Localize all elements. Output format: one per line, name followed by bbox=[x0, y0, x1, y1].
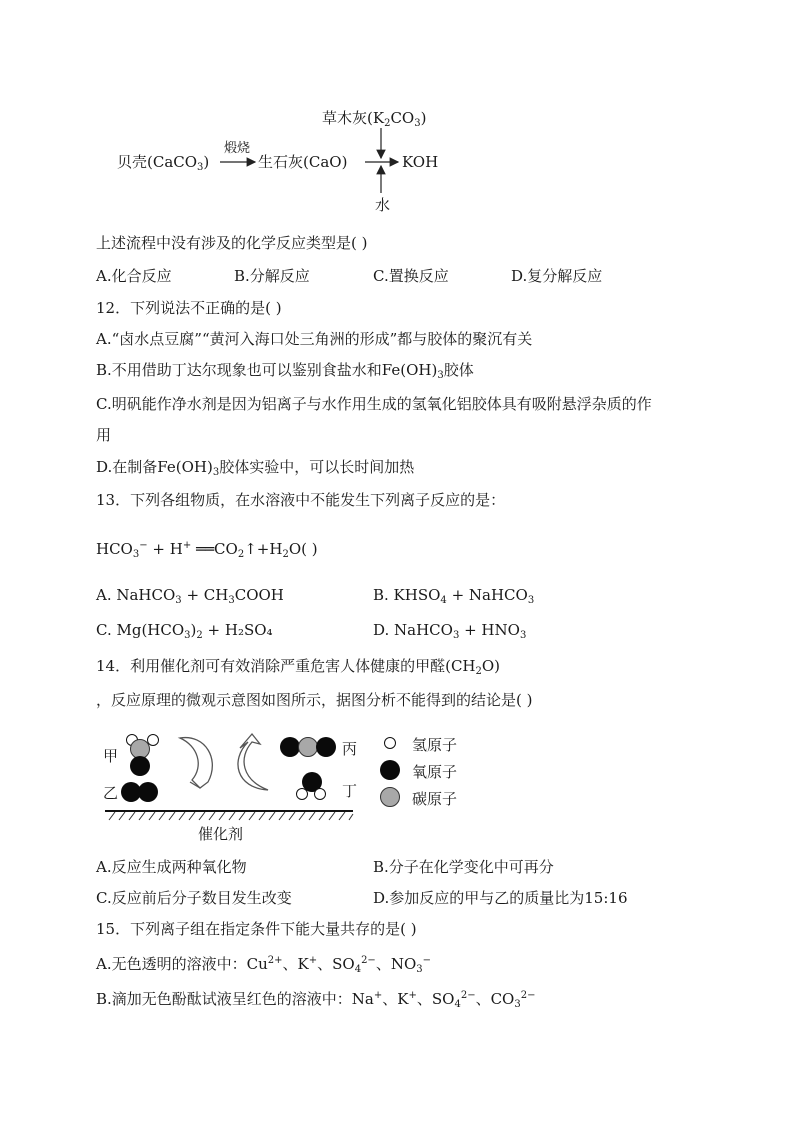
return-curved-arrow bbox=[238, 734, 268, 790]
q15-stem: 15．下列离子组在指定条件下能大量共存的是( ) bbox=[96, 920, 417, 938]
label-catalyst: 催化剂 bbox=[198, 825, 244, 843]
q11-option-a: A.化合反应 bbox=[96, 267, 172, 285]
flow-middle-label: 生石灰(CaO) bbox=[258, 153, 348, 171]
flow-top-label: 草木灰$(K_2CO_3)$ bbox=[322, 109, 427, 129]
q13-option-c: C. $Mg(HCO_3)_2 + H_2SO_4$ bbox=[96, 621, 273, 641]
q12-option-b: B.不用借助丁达尔现象也可以鉴别食盐水和$Fe(OH)_3$胶体 bbox=[96, 361, 474, 381]
q11-option-d: D.复分解反应 bbox=[511, 267, 603, 285]
reaction-arrows bbox=[170, 730, 280, 800]
q15-option-b: B.滴加无色酚酞试液呈红色的溶液中：Na+、K+、$SO_4^{2-}$、$CO_3^{2-}$ bbox=[96, 990, 536, 1010]
legend-o-label: 氧原子 bbox=[412, 763, 458, 781]
label-bing: 丙 bbox=[342, 740, 358, 758]
q14-option-a: A.反应生成两种氧化物 bbox=[96, 858, 247, 876]
q11-option-b: B.分解反应 bbox=[234, 267, 310, 285]
h-atom bbox=[314, 788, 326, 800]
o-atom bbox=[130, 756, 150, 776]
label-yi: 乙 bbox=[103, 784, 119, 802]
q11-option-c: C.置换反应 bbox=[373, 267, 449, 285]
legend-h-label: 氢原子 bbox=[412, 736, 458, 754]
q14-stem-line1: 14．利用催化剂可有效消除严重危害人体健康的甲醛$(CH_2O)$ bbox=[96, 657, 501, 677]
o-atom bbox=[138, 782, 158, 802]
q13-option-b: B. $KHSO_4$ + NaHCO$_3$ bbox=[373, 586, 535, 606]
q11-stem: 上述流程中没有涉及的化学反应类型是( ) bbox=[96, 234, 368, 252]
q13-stem: 13．下列各组物质，在水溶液中不能发生下列离子反应的是： bbox=[96, 491, 506, 509]
flow-product-label: KOH bbox=[402, 153, 439, 171]
q14-stem-line2: ，反应原理的微观示意图如图所示，据图分析不能得到的结论是( ) bbox=[96, 691, 533, 709]
q15-option-a: A.无色透明的溶液中：$Cu^{2+}$、K+、$SO_4^{2-}$、$NO_3^-$ bbox=[96, 955, 432, 975]
flow-start-label: 贝壳(CaCO$_3$) bbox=[117, 153, 210, 173]
q14-option-b: B.分子在化学变化中可再分 bbox=[373, 858, 554, 876]
label-ding: 丁 bbox=[342, 782, 358, 800]
legend-c-label: 碳原子 bbox=[412, 790, 458, 808]
o-atom bbox=[316, 737, 336, 757]
q12-option-d: D.在制备$Fe(OH)_3$胶体实验中，可以长时间加热 bbox=[96, 458, 415, 478]
o-atom bbox=[280, 737, 300, 757]
legend-h-atom bbox=[384, 737, 396, 749]
flow-arrows bbox=[0, 0, 794, 230]
q14-option-d: D.参加反应的甲与乙的质量比为15:16 bbox=[373, 889, 628, 907]
legend-o-atom bbox=[380, 760, 400, 780]
q13-equation: $HCO_3^- + H^+$ $══CO_2↑+H_2O$( ) bbox=[96, 540, 318, 560]
label-jia: 甲 bbox=[103, 747, 119, 765]
q12-option-c-line2: 用 bbox=[96, 426, 112, 444]
c-atom bbox=[298, 737, 318, 757]
q12-option-c-line1: C.明矾能作净水剂是因为铝离子与水作用生成的氢氧化铝胶体具有吸附悬浮杂质的作 bbox=[96, 395, 652, 413]
q12-stem: 12．下列说法不正确的是( ) bbox=[96, 299, 282, 317]
flow-arrow-label: 煅烧 bbox=[224, 141, 251, 156]
q13-option-d: D. NaHCO$_3$ + $HNO_3$ bbox=[373, 621, 527, 641]
q12-option-a: A.“卤水点豆腐”“黄河入海口处三角洲的形成”都与胶体的聚沉有关 bbox=[96, 330, 533, 348]
q13-option-a: A. NaHCO$_3$ + $CH_3COOH$ bbox=[96, 586, 284, 606]
h-atom bbox=[296, 788, 308, 800]
legend-c-atom bbox=[380, 787, 400, 807]
flow-bottom-label: 水 bbox=[375, 196, 391, 214]
q14-option-c: C.反应前后分子数目发生改变 bbox=[96, 889, 292, 907]
